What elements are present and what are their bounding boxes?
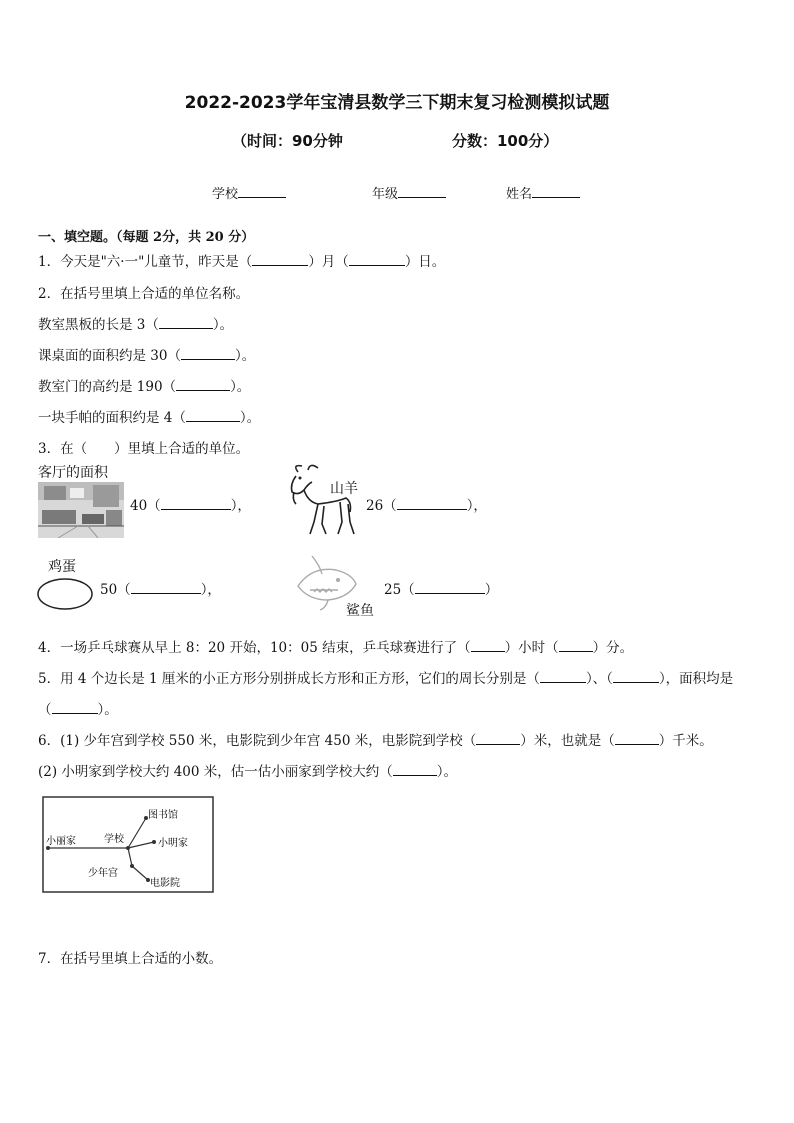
q2-blank-2[interactable]	[181, 348, 235, 360]
q1-blank-day[interactable]	[349, 254, 405, 266]
q6-blank-meters[interactable]	[476, 733, 520, 745]
q5-blank-area[interactable]	[52, 702, 98, 714]
q4-blank-hours[interactable]	[471, 640, 505, 652]
q2-item: 一块手帕的面积约是 4（ ）。	[38, 410, 261, 426]
question-3-stem: 3．在（ ）里填上合适的单位。	[38, 441, 250, 457]
q3-living-room: 40（ ），	[130, 498, 251, 514]
school-label: 学校	[212, 187, 239, 202]
route-map	[42, 796, 216, 894]
goat-label: 山羊	[330, 481, 358, 497]
egg-icon	[36, 576, 94, 612]
q2-blank-4[interactable]	[186, 410, 240, 422]
shark-label: 鲨鱼	[346, 603, 374, 619]
living-room-image	[38, 482, 124, 538]
q3-blank-egg[interactable]	[131, 582, 201, 594]
q2-item: 课桌面的面积约是 30（ ）。	[38, 348, 256, 364]
q5-blank-square[interactable]	[613, 671, 659, 683]
question-7-stem: 7．在括号里填上合适的小数。	[38, 951, 223, 967]
q3-goat: 26（ ），	[366, 498, 487, 514]
question-5-line-2: （ ）。	[38, 702, 118, 718]
time-label: （时间：90分钟	[232, 132, 343, 150]
question-2-stem: 2．在括号里填上合适的单位名称。	[38, 286, 250, 302]
q1-mid: ）月（	[308, 254, 349, 270]
goat-icon	[278, 462, 362, 542]
map-xiaoli: 小丽家	[46, 836, 76, 847]
q3-shark: 25（ ）	[384, 582, 499, 598]
school-field[interactable]	[212, 183, 286, 202]
q1-blank-month[interactable]	[252, 254, 308, 266]
name-field[interactable]	[506, 183, 580, 202]
q3-blank-shark[interactable]	[415, 582, 485, 594]
question-5-line-1: 5．用 4 个边长是 1 厘米的小正方形分别拼成长方形和正方形，它们的周长分别是（ ）、（ ），面积均是	[38, 671, 734, 687]
map-library: 图书馆	[148, 810, 178, 821]
q3-egg: 50（ ），	[100, 582, 221, 598]
q6-blank-estimate[interactable]	[393, 764, 437, 776]
score-label: 分数：100分）	[452, 132, 559, 150]
q5-blank-rect[interactable]	[540, 671, 586, 683]
q6-blank-km[interactable]	[615, 733, 659, 745]
section-heading: 一、填空题。（每题 2分，共 20 分）	[38, 230, 255, 245]
q1-suffix: ）日。	[404, 254, 446, 270]
question-6-line-1: 6．(1) 少年宫到学校 550 米，电影院到少年宫 450 米，电影院到学校（ ）米，也就是（ ）千米。	[38, 733, 713, 749]
living-room-label: 客厅的面积	[38, 465, 108, 481]
map-school: 学校	[104, 834, 124, 845]
name-label: 姓名	[506, 187, 533, 202]
question-1	[38, 250, 445, 270]
q4-blank-minutes[interactable]	[559, 640, 593, 652]
question-4: 4．一场乒乓球赛从早上 8：20 开始，10：05 结束，乒乓球赛进行了（ ）小时（ ）分。	[38, 640, 634, 656]
map-cinema: 电影院	[150, 878, 180, 889]
question-6-line-2: (2) 小明家到学校大约 400 米，估一估小丽家到学校大约（ ）。	[38, 764, 458, 780]
q1-prefix: 1．今天是"六·一"儿童节，昨天是（	[38, 254, 253, 270]
map-xiaoming: 小明家	[158, 838, 188, 849]
q2-item: 教室黑板的长是 3（ ）。	[38, 317, 234, 333]
grade-field[interactable]	[372, 183, 446, 202]
name-line	[532, 185, 580, 198]
grade-line	[398, 185, 446, 198]
grade-label: 年级	[372, 187, 399, 202]
q2-blank-3[interactable]	[176, 379, 230, 391]
map-youth-palace: 少年宫	[88, 868, 118, 879]
school-line	[238, 185, 286, 198]
q3-blank-living-room[interactable]	[161, 498, 231, 510]
q2-item: 教室门的高约是 190（ ）。	[38, 379, 251, 395]
q2-blank-1[interactable]	[159, 317, 213, 329]
egg-label: 鸡蛋	[48, 559, 76, 575]
page-title: 2022-2023学年宝清县数学三下期末复习检测模拟试题	[184, 93, 610, 113]
q3-blank-goat[interactable]	[397, 498, 467, 510]
